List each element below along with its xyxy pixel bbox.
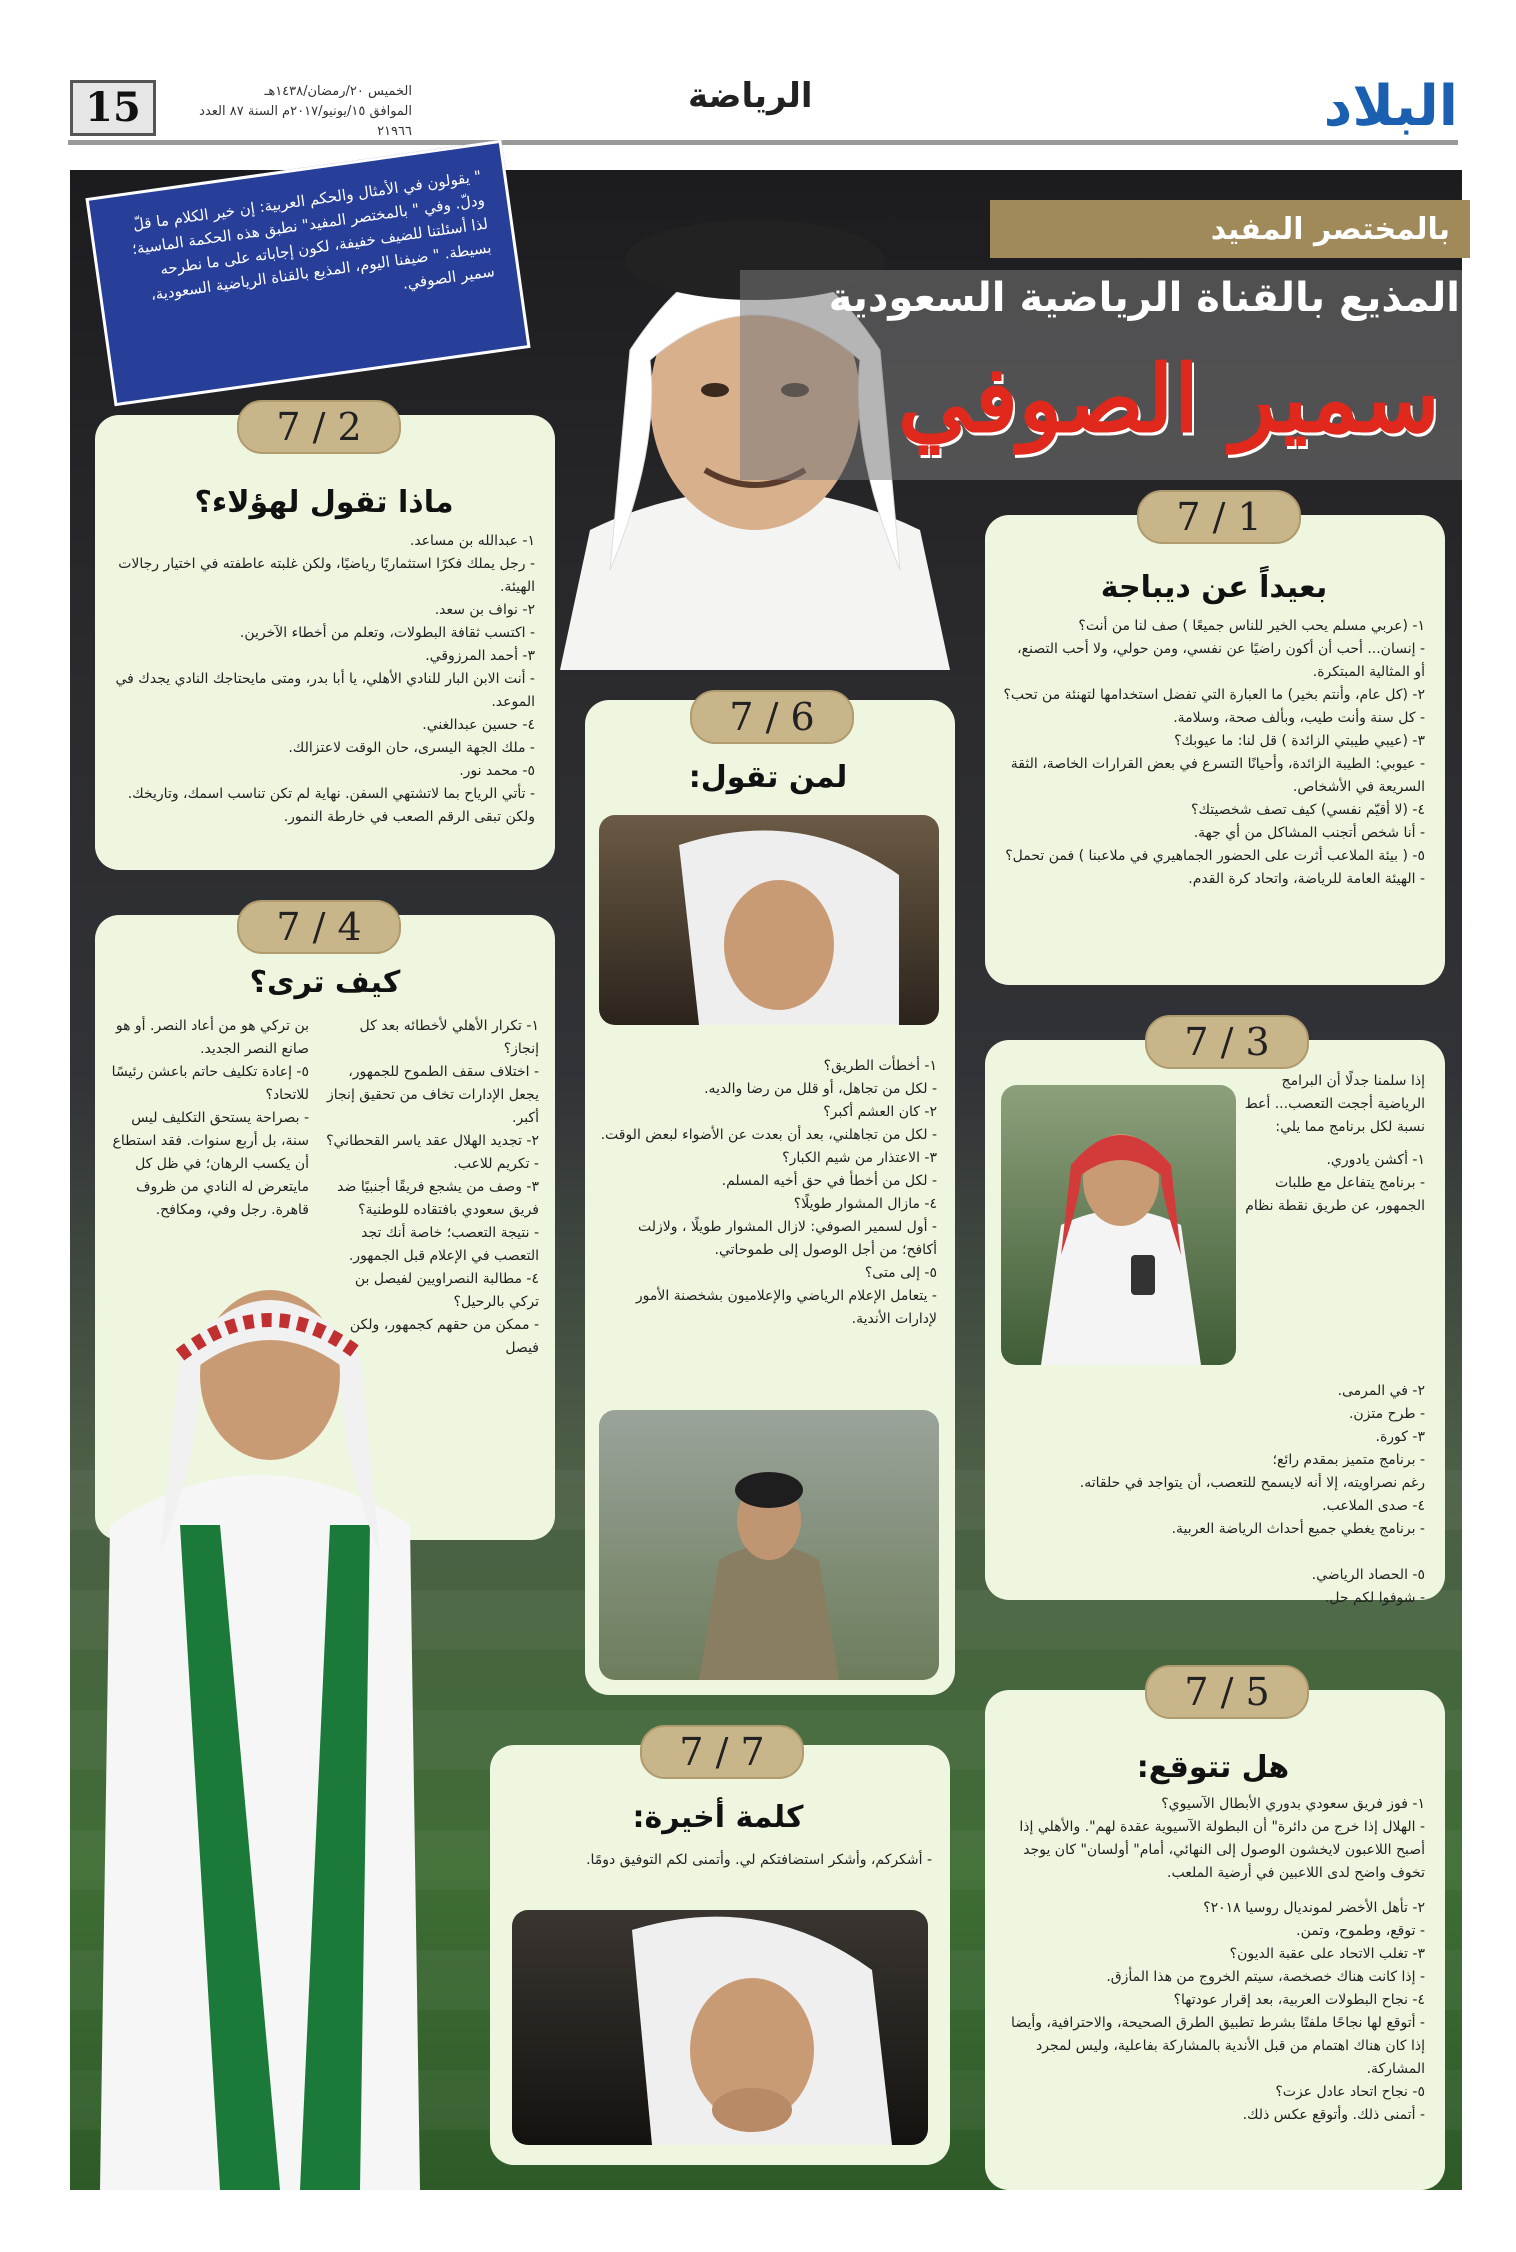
- section-title: الرياضة: [688, 76, 813, 116]
- qa-line: - أول لسمير الصوفي: لازال المشوار طويلًا ، ولازلت أكافح؛ من أجل الوصول إلى طموحاتي.: [638, 1219, 937, 1258]
- qa-line: - أتمنى ذلك. وأتوقع عكس ذلك.: [1242, 2107, 1425, 2123]
- qa-line: - برنامج يتفاعل مع طلبات الجمهور، عن طريق نقطة نظام: [1245, 1175, 1425, 1214]
- kicker-text: بالمختصر المفيد: [1210, 212, 1450, 247]
- card-title: كيف ترى؟: [249, 965, 401, 1000]
- qa-line: ١- عبدالله بن مساعد.: [409, 533, 535, 549]
- qa-line: ١- أكشن يادوري.: [1326, 1152, 1425, 1168]
- guest-photo-stadium: [599, 1410, 939, 1680]
- qa-line: - تكريم للاعب.: [453, 1156, 539, 1172]
- card-7-5: [985, 1690, 1445, 2190]
- qa-line: ٢- تأهل الأخضر لمونديال روسيا ٢٠١٨؟: [1203, 1900, 1425, 1916]
- dateline: [172, 82, 412, 142]
- qa-line: ٤- مطالبة النصراويين لفيصل بن تركي بالرحيل؟: [354, 1271, 539, 1310]
- card-badge: 7 / 1: [1137, 490, 1301, 544]
- qa-line: - لكل من تجاهل، أو قلل من رضا والديه.: [704, 1081, 937, 1097]
- qa-line: - تأتي الرياح بما لاتشتهي السفن. نهاية لم تكن تناسب اسمك، وتاريخك. ولكن تبقى الرقم الصعب في خارطة النمور.: [127, 786, 535, 825]
- qa-line: - نتيجة التعصب؛ خاصة أنك تجد التعصب في الإعلام قبل الجمهور.: [348, 1225, 539, 1264]
- qa-line: - كل سنة وأنت طيب، وبألف صحة، وسلامة.: [1173, 710, 1425, 726]
- qa-line: ١- تكرار الأهلي لأخطائه بعد كل إنجاز؟: [359, 1018, 539, 1057]
- card-qa: [113, 530, 535, 829]
- card-badge: 7 / 6: [690, 690, 854, 744]
- qa-line: - اختلاف سقف الطموح للجمهور، يجعل الإدارات تخاف من تحقيق إنجاز أكبر.: [326, 1064, 539, 1126]
- qa-line: ٢- في المرمى.: [1337, 1383, 1425, 1399]
- card-7-6: [585, 700, 955, 1695]
- qa-line: - شوفوا لكم حل.: [1324, 1590, 1425, 1606]
- qa-line: - لكل من تجاهلني، بعد أن بعدت عن الأضواء لبعض الوقت.: [600, 1127, 937, 1143]
- qa-line: - ملك الجهة اليسرى، حان الوقت لاعتزالك.: [288, 740, 535, 756]
- card-qa: [1001, 1380, 1425, 1610]
- qa-line: ٣- الاعتذار من شيم الكبار؟: [782, 1150, 937, 1166]
- qa-line: - بصراحة يستحق التكليف ليس سنة، بل أربع سنوات. فقد استطاع أن يكسب الرهان؛ في ظل كل مايتعرض له النادي من ظروف قاهرة. رجل وفي، ومكافح.: [112, 1110, 309, 1218]
- guest-photo-thinking: [512, 1910, 928, 2145]
- guest-fullbody-photo: [70, 1225, 450, 2190]
- qa-line: ١- (عربي مسلم يحب الخير للناس جميعًا ) صف لنا من أنت؟: [1078, 618, 1425, 634]
- qa-line: ٣- (عيبي طيبتي الزائدة ) قل لنا: ما عيوبك؟: [1174, 733, 1425, 749]
- qa-line: - اكتسب ثقافة البطولات، وتعلم من أخطاء الآخرين.: [239, 625, 535, 641]
- qa-line: ٤- صدى الملاعب.: [1322, 1498, 1425, 1514]
- intro-quote-box: " يقولون في الأمثال والحكم العربية: إن خير الكلام ما قلّ ودلّ. وفي " بالمختصر المفيد" نطبق هذه الحكمة الماسية؛ لذا أسئلتنا للضيف خفيفة، لكون إجاباته على ما نطرحه بسيطة. " ضيفنا اليوم، المذيع بالقناة الرياضية السعودية، سمير الصوفي.: [85, 140, 530, 406]
- qa-line: ٢- كان العشم أكبر؟: [823, 1104, 937, 1120]
- card-qa: [504, 1849, 932, 1872]
- qa-line: - أشكركم، وأشكر استضافتكم لي. وأتمنى لكم التوفيق دومًا.: [586, 1852, 932, 1868]
- card-badge: 7 / 7: [640, 1725, 804, 1779]
- qa-line: ٤- نجاح البطولات العربية، بعد إقرار عودتها؟: [1173, 1992, 1425, 2008]
- qa-line: ٥- نجاح اتحاد عادل عزت؟: [1275, 2084, 1425, 2100]
- card-title: ماذا تقول لهؤلاء؟: [194, 485, 454, 520]
- qa-line: - برنامج يغطي جميع أحداث الرياضة العربية.: [1171, 1521, 1425, 1537]
- qa-line: ٤- مازال المشوار طويلًا؟: [793, 1196, 937, 1212]
- guest-photo-headset: [599, 815, 939, 1025]
- card-title: كلمة أخيرة:: [632, 1800, 804, 1835]
- qa-line: - الهيئة العامة للرياضة، واتحاد كرة القدم.: [1188, 871, 1425, 887]
- qa-line: - طرح متزن.: [1348, 1406, 1425, 1422]
- qa-line: ٢- نواف بن سعد.: [434, 602, 535, 618]
- masthead: [68, 68, 1458, 148]
- guest-photo-phone: [1001, 1085, 1236, 1365]
- card-badge: 7 / 5: [1145, 1665, 1309, 1719]
- card-qa-left-column: [109, 1015, 309, 1222]
- qa-line: ٥- ( بيئة الملاعب أثرت على الحضور الجماهيري في ملاعبنا ) فمن تحمل؟: [1005, 848, 1425, 864]
- card-title: هل تتوقع:: [1136, 1750, 1290, 1785]
- qa-line: ٤- (لا أقيّم نفسي) كيف تصف شخصيتك؟: [1191, 802, 1425, 818]
- card-title: لمن تقول:: [688, 760, 848, 795]
- card-7-3: [985, 1040, 1445, 1606]
- qa-line: - يتعامل الإعلام الرياضي والإعلاميون بشخصنة الأمور لإدارات الأندية.: [635, 1288, 937, 1327]
- qa-line: ٣- تغلب الاتحاد على عقبة الديون؟: [1229, 1946, 1425, 1962]
- qa-line: - توقع، وطموح، وتمن.: [1296, 1923, 1425, 1939]
- qa-spacer: [1001, 1885, 1425, 1897]
- page-number: 15: [70, 80, 156, 136]
- card-7-1: [985, 515, 1445, 985]
- qa-line: ٢- تجديد الهلال عقد ياسر القحطاني؟: [326, 1133, 539, 1149]
- qa-line: - إنسان... أحب أن أكون راضيًا عن نفسي، ومن حولي، ولا أحب التصنع، أو المثالية المبتكرة.: [1017, 641, 1425, 680]
- card-intro: إذا سلمنا جدلًا أن البرامج الرياضية أججت التعصب... أعط نسبة لكل برنامج مما يلي:: [1244, 1073, 1425, 1135]
- qa-line: بن تركي هو من أعاد النصر. أو هو صانع النصر الجديد.: [115, 1018, 309, 1057]
- qa-line: - برنامج متميز بمقدم رائع؛: [1272, 1452, 1425, 1468]
- date-hijri: الخميس ٢٠/رمضان/١٤٣٨هـ: [264, 84, 412, 99]
- qa-line: ١- أخطأت الطريق؟: [823, 1058, 937, 1074]
- card-7-2: [95, 415, 555, 870]
- card-7-7: [490, 1745, 950, 2165]
- qa-line: ٣- وصف من يشجع فريقًا أجنبيًا ضد فريق سعودي بافتقاده للوطنية؟: [337, 1179, 539, 1218]
- qa-line: ٢- (كل عام، وأنتم بخير) ما العبارة التي تفضل استخدامها لتهنئة من تحب؟: [1003, 687, 1425, 703]
- card-badge: 7 / 4: [237, 900, 401, 954]
- card-badge: 7 / 2: [237, 400, 401, 454]
- card-qa: [1003, 615, 1425, 891]
- guest-name: سمير الصوفي: [897, 345, 1440, 453]
- card-qa: [599, 1055, 937, 1331]
- masthead-divider: [68, 140, 1458, 145]
- qa-line: - أنت الابن البار للنادي الأهلي، يا أبا بدر، ومتى مايحتاجك النادي يجدك في الموعد.: [115, 671, 535, 710]
- qa-line: - الهلال إذا خرج من دائرة" أن البطولة الآسيوية عقدة لهم". والأهلي إذا أصبح اللاعبون لايخشون الوصول إلى النهائي، أمام" أولسان" كان يوجد تخوف واضح لدى اللاعبين في أرضية الملعب.: [1019, 1819, 1425, 1881]
- qa-line: - ممكن من حقهم كجمهور، ولكن فيصل: [349, 1317, 539, 1356]
- card-title: بعيداً عن ديباجة: [1100, 570, 1328, 605]
- qa-line: ٥- إلى متى؟: [864, 1265, 937, 1281]
- qa-line: - إذا كانت هناك خصخصة، سيتم الخروج من هذا المأزق.: [1106, 1969, 1425, 1985]
- guest-role: المذيع بالقناة الرياضية السعودية: [828, 275, 1460, 321]
- qa-line: - أنا شخص أتجنب المشاكل من أي جهة.: [1193, 825, 1425, 841]
- card-qa: [1001, 1793, 1425, 2127]
- date-gregorian: الموافق ١٥/يونيو/٢٠١٧م السنة ٨٧ العدد ٢١٩٦٦: [199, 104, 412, 139]
- card-badge: 7 / 3: [1145, 1015, 1309, 1069]
- qa-line: ٣- كورة.: [1375, 1429, 1425, 1445]
- card-qa-top: [1240, 1070, 1425, 1218]
- newspaper-logo: البلاد: [1323, 74, 1458, 139]
- qa-line: ١- فوز فريق سعودي بدوري الأبطال الآسيوي؟: [1161, 1796, 1425, 1812]
- qa-line: - لكل من أخطأ في حق أخيه المسلم.: [721, 1173, 937, 1189]
- qa-line: - أتوقع لها نجاحًا ملفتًا بشرط تطبيق الطرق الصحيحة، والاحترافية، وأيضا إذا كان هناك اهتمام من قبل الأندية بالمشاركة بفاعلية، وليس لمجرد المشاركة.: [1011, 2015, 1425, 2077]
- qa-line: - رجل يملك فكرًا استثماريًا رياضيًا، ولكن غلبته عاطفته في اختيار رجالات الهيئة.: [118, 556, 535, 595]
- qa-line: ٤- حسين عبدالغني.: [422, 717, 535, 733]
- qa-spacer: [1001, 1541, 1425, 1564]
- qa-line: - عيوبي: الطيبة الزائدة، وأحيانًا التسرع في بعض القرارات الخاصة، الثقة السريعة في الأشخاص.: [1010, 756, 1425, 795]
- qa-line: ٣- أحمد المرزوقي.: [425, 648, 535, 664]
- qa-line: رغم نصراويته، إلا أنه لايسمح للتعصب، أن يتواجد في حلقاته.: [1079, 1475, 1425, 1491]
- qa-line: ٥- الحصاد الرياضي.: [1311, 1567, 1425, 1583]
- qa-line: ٥- محمد نور.: [459, 763, 535, 779]
- qa-line: ٥- إعادة تكليف حاتم باعشن رئيسًا للاتحاد؟: [111, 1064, 309, 1103]
